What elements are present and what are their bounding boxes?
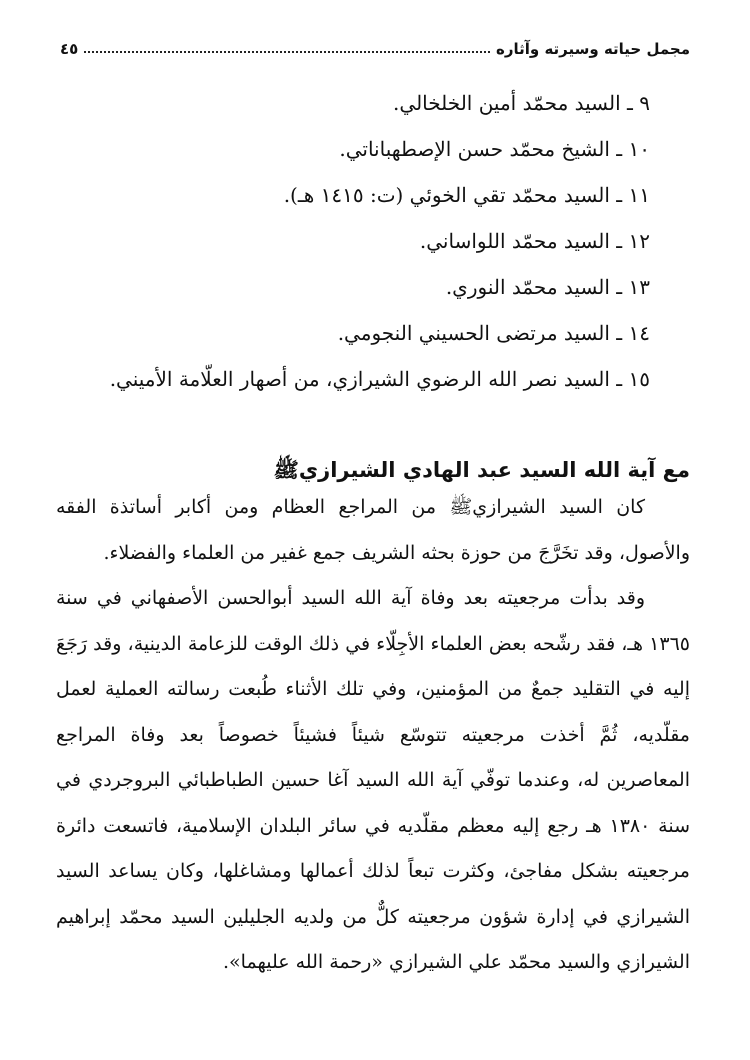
paragraph: كان السيد الشيرازيﷺ من المراجع العظام ومن أكابر أساتذة الفقه والأصول، وقد تخَرَّجَ من حوزة بحثه الشريف جمع غفير من العلماء والفضلاء. [56, 496, 690, 564]
list-item: ١٥ ـ السيد نصر الله الرضوي الشيرازي، من أصهار العلّامة الأميني. [109, 367, 650, 391]
header-dot-leader [84, 51, 490, 53]
list-item: ١٢ ـ السيد محمّد اللواساني. [419, 229, 650, 253]
list-item: ٩ ـ السيد محمّد أمين الخلخالي. [393, 91, 650, 115]
section-heading: مع آية الله السيد عبد الهادي الشيرازيﷺ [273, 458, 690, 483]
students-list [60, 80, 650, 402]
paragraph: وقد بدأت مرجعيته بعد وفاة آية الله السيد أبوالحسن الأصفهاني في سنة ١٣٦٥ هـ، فقد رشّحه بعض العلماء الأجِلّاء في ذلك الوقت للزعامة الدينية، وقد رَجَعَ إليه في التقليد جمعٌ من المؤمنين، وفي تلك الأثناء طُبعت رسالته العملية لعمل مقلّديه، ثُمَّ أخذت مرجعيته تتوسّع شيئاً فشيئاً خصوصاً بعد وفاة المراجع المعاصرين له، وعندما توفّي آية الله السيد آغا حسين الطباطبائي البروجردي في سنة ١٣٨٠ هـ رجع إليه معظم مقلّديه في سائر البلدان الإسلامية، فاتسعت دائرة مرجعيته بشكل مفاجئ، وكثرت تبعاً لذلك أعمالها ومشاغلها، وكان يساعد السيد الشيرازي في إدارة شؤون مرجعيته كلٌّ من ولديه الجليلين السيد محمّد إبراهيم الشيرازي والسيد محمّد علي الشيرازي «رحمة الله عليهما». [56, 587, 690, 973]
header-title: مجمل حياته وسيرته وآثاره [496, 40, 690, 58]
page-number: ٤٥ [60, 40, 79, 58]
list-item: ١٣ ـ السيد محمّد النوري. [445, 275, 650, 299]
body-text [56, 485, 690, 986]
list-item: ١١ ـ السيد محمّد تقي الخوئي (ت: ١٤١٥ هـ). [283, 183, 650, 207]
running-header [60, 34, 690, 58]
list-item: ١٤ ـ السيد مرتضى الحسيني النجومي. [337, 321, 650, 345]
list-item: ١٠ ـ الشيخ محمّد حسن الإصطهباناتي. [339, 137, 650, 161]
